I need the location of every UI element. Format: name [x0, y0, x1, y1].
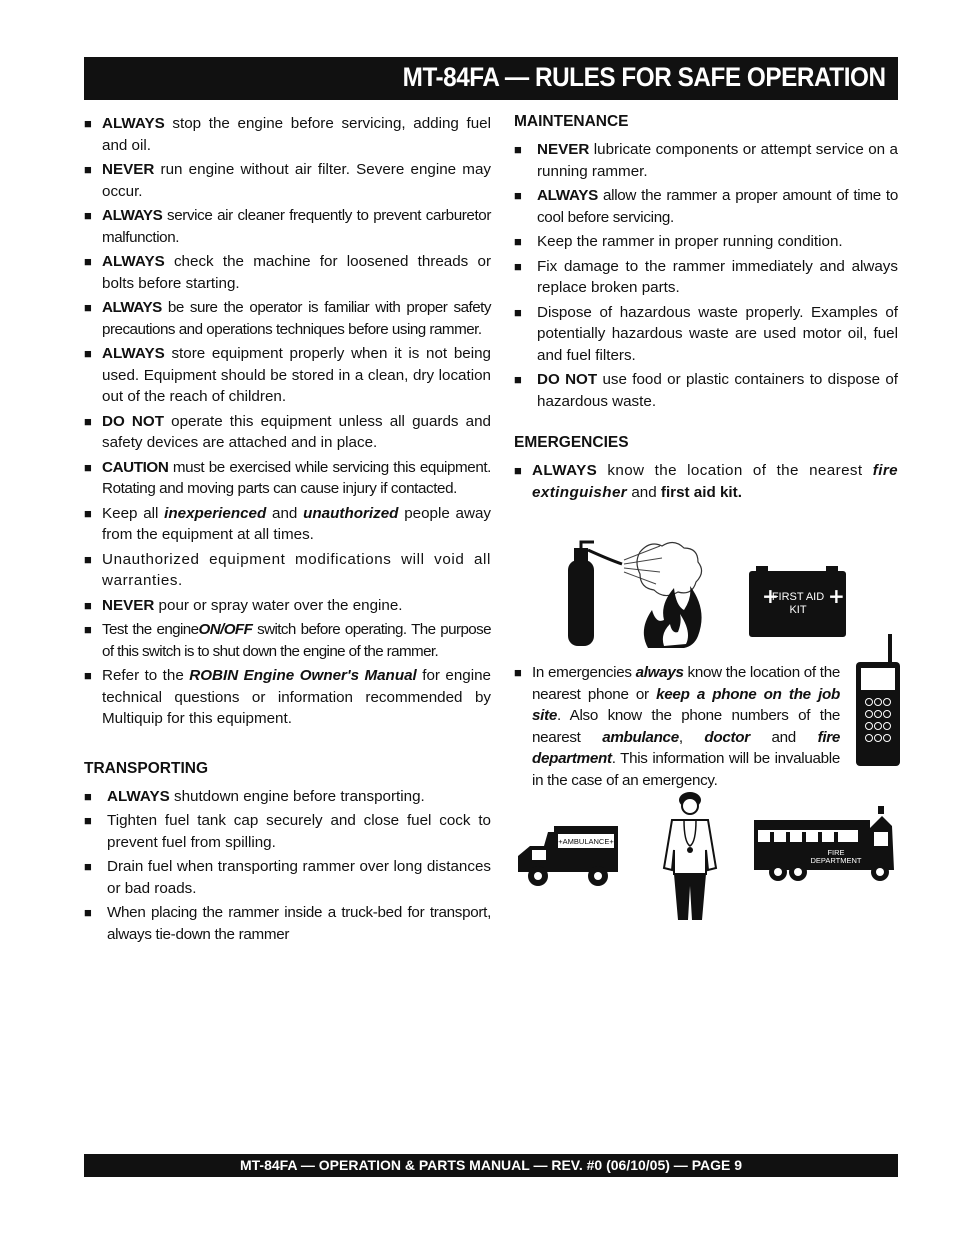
- fire-truck-icon: [752, 806, 898, 888]
- list-item: ■ Fix damage to the rammer immediately and always replace broken parts.: [514, 257, 898, 296]
- svg-text:+: +: [762, 584, 779, 608]
- list-item: ■ When placing the rammer inside a truck-bed for transport, always tie-down the rammer: [84, 904, 491, 943]
- footer-text: MT-84FA — OPERATION & PARTS MANUAL — REV. #0 (06/10/05) — PAGE 9: [239, 1157, 743, 1173]
- section-heading: EMERGENCIES: [514, 434, 629, 451]
- list-item: ■ CAUTION must be exercised while servicing this equipment. Rotating and moving parts can cause injury if contacted.: [84, 458, 491, 497]
- phone-icon: [854, 634, 904, 768]
- svg-text:DEPARTMENT: DEPARTMENT: [810, 856, 862, 865]
- list-item: ■ ALWAYS service air cleaner frequently to prevent carburetor malfunction.: [84, 207, 491, 246]
- section-heading: TRANSPORTING: [84, 759, 208, 777]
- list-item: ■ Drain fuel when transporting rammer over long distances or bad roads.: [84, 858, 491, 897]
- svg-text:+AMBULANCE+: +AMBULANCE+: [558, 837, 614, 846]
- svg-text:FIRST AID: FIRST AID: [771, 591, 825, 603]
- list-item: ■ Keep all inexperienced and unauthorized people away from the equipment at all times.: [84, 504, 491, 543]
- page-footer: [84, 1154, 898, 1177]
- list-item: ■ DO NOT use food or plastic containers to dispose of hazardous waste.: [514, 371, 898, 410]
- fire-extinguisher-icon: [560, 540, 720, 650]
- list-item: ■ ALWAYS check the machine for loosened threads or bolts before starting.: [84, 253, 491, 292]
- list-item: ■ ALWAYS store equipment properly when it is not being used. Equipment should be stored in a clean, dry location out of the reach of children.: [84, 345, 491, 405]
- list-item: ■ Dispose of hazardous waste properly. Examples of potentially hazardous waste are used motor oil, fuel and fuel filters.: [514, 303, 898, 364]
- list-item: ■ Keep the rammer in proper running condition.: [514, 233, 843, 250]
- right-column: [514, 113, 898, 506]
- list-item: ■ ALWAYS be sure the operator is familiar with proper safety precautions and operations techniques before using rammer.: [84, 299, 491, 338]
- list-item: ■ In emergencies always know the location of the nearest phone or keep a phone on the job site. Also know the phone numbers of the nearest ambulance, doctor and fire department. This information will be invaluable in the case of an emergency.: [514, 664, 841, 789]
- first-aid-kit-icon: [748, 566, 848, 638]
- list-item: ■ DO NOT operate this equipment unless all guards and safety devices are attached and in place.: [84, 412, 492, 451]
- list-item: ■ ALWAYS shutdown engine before transporting.: [84, 787, 425, 805]
- list-item: ■ ALWAYS stop the engine before servicing, adding fuel and oil.: [84, 115, 491, 154]
- list-item: ■ Tighten fuel tank cap securely and close fuel cock to prevent fuel from spilling.: [84, 812, 491, 851]
- svg-text:FIRE: FIRE: [827, 848, 845, 857]
- list-item: ■ NEVER run engine without air filter. Severe engine may occur.: [84, 161, 491, 200]
- emergency-phone-paragraph: [514, 662, 840, 794]
- list-item: ■ ALWAYS allow the rammer a proper amount of time to cool before servicing.: [514, 187, 898, 226]
- page-title: MT-84FA — RULES FOR SAFE OPERATION: [403, 62, 886, 92]
- svg-text:KIT: KIT: [789, 604, 807, 616]
- left-column: [84, 113, 491, 948]
- ambulance-icon: [514, 822, 624, 890]
- svg-text:+: +: [828, 584, 845, 608]
- list-item: ■ Unauthorized equipment modifications will void all warranties.: [84, 550, 491, 589]
- section-heading: MAINTENANCE: [514, 113, 629, 130]
- list-item: ■ NEVER pour or spray water over the engine.: [84, 596, 403, 614]
- list-item: ■ Refer to the ROBIN Engine Owner's Manual for engine technical questions or information recommended by Multiquip for this equipment.: [84, 667, 491, 727]
- doctor-icon: [662, 790, 718, 922]
- list-item: ■ Test the engineON/OFF switch before operating. The purpose of this switch is to shut down the engine of the rammer.: [84, 621, 491, 660]
- page-title-bar: [84, 57, 898, 100]
- list-item: ■ ALWAYS know the location of the nearest fire extinguisher and first aid kit.: [514, 462, 898, 501]
- list-item: ■ NEVER lubricate components or attempt service on a running rammer.: [514, 141, 898, 180]
